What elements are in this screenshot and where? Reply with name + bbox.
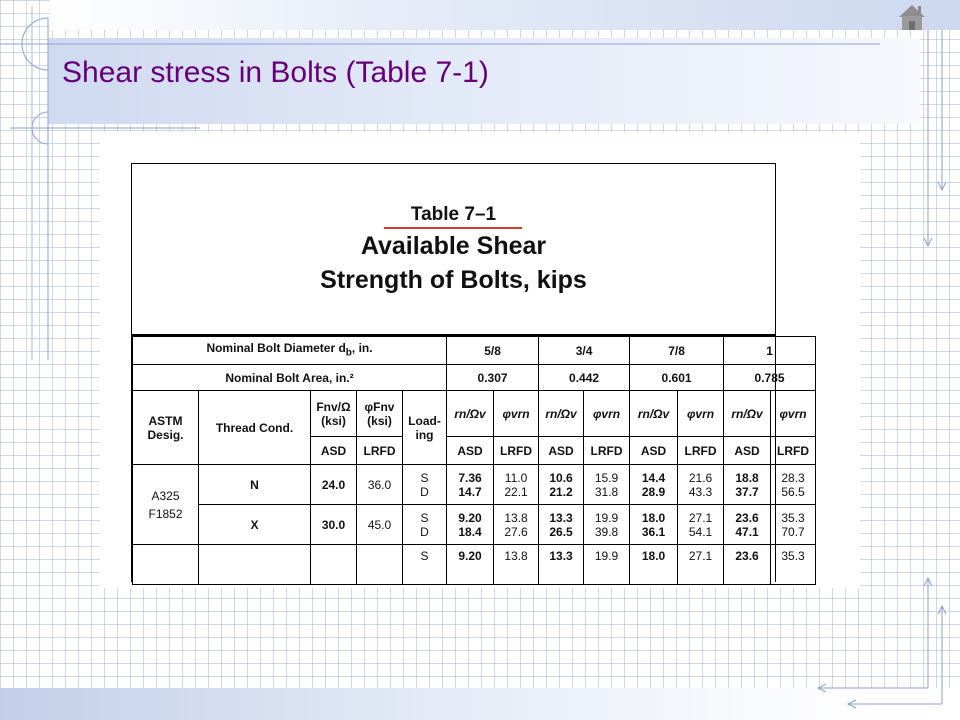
value-cell: [724, 465, 771, 505]
diameter-cell: 7/8: [630, 337, 724, 365]
value-cell: [678, 505, 724, 545]
value: 10.6: [549, 470, 573, 485]
value-cell: [584, 505, 630, 545]
table-row: [133, 505, 816, 545]
thread-cell: X: [199, 505, 311, 545]
diameter-subscript: b: [345, 347, 352, 359]
fnv-lrfd-cell: 45.0: [357, 505, 403, 545]
rn-lrfd-header: φvrn: [678, 391, 724, 437]
slide-title: Shear stress in Bolts (Table 7-1): [62, 56, 489, 89]
value: 28.3: [781, 470, 805, 485]
value-cell: 18.0: [630, 545, 678, 585]
value-cell: [494, 465, 539, 505]
bolt-strength-table: [132, 336, 816, 585]
loading-cell: [403, 505, 447, 545]
diameter-cell: 1: [724, 337, 816, 365]
value-cell: 23.6: [724, 545, 771, 585]
value-cell: [771, 465, 816, 505]
fnv-lrfd-cell: [357, 545, 403, 585]
value: 18.0: [641, 510, 666, 525]
value: 18.8: [735, 470, 759, 485]
value: 28.9: [641, 484, 666, 499]
rn-asd-header: rn/Ωv: [724, 391, 771, 437]
value: 70.7: [781, 524, 805, 539]
value-cell: [447, 465, 494, 505]
value: 31.8: [594, 484, 619, 499]
table-number-underline: [384, 227, 522, 229]
value: 21.2: [549, 484, 573, 499]
value: 37.7: [735, 484, 759, 499]
value: 13.3: [549, 510, 573, 525]
value-cell: 35.3: [771, 545, 816, 585]
value: 27.6: [504, 524, 528, 539]
value: 54.1: [688, 524, 713, 539]
value: 14.4: [641, 470, 666, 485]
area-cell: 0.785: [724, 365, 816, 391]
fnv-asd-header: Fnv/Ω (ksi): [311, 391, 357, 437]
value: 18.4: [458, 524, 482, 539]
value: 14.7: [458, 484, 482, 499]
value: 47.1: [735, 524, 759, 539]
value: 21.6: [688, 470, 713, 485]
value: 13.8: [504, 510, 528, 525]
value-cell: [494, 505, 539, 545]
value: 56.5: [781, 484, 805, 499]
area-cell: 0.601: [630, 365, 724, 391]
fnv-asd-cell: 30.0: [311, 505, 357, 545]
table-row: [133, 545, 816, 585]
loading-cell: S: [403, 545, 447, 585]
value-cell: 13.3: [539, 545, 584, 585]
thread-cell: [199, 545, 311, 585]
value: 23.6: [735, 510, 759, 525]
asd-label: ASD: [724, 437, 771, 465]
asd-label: ASD: [539, 437, 584, 465]
astm-cell: A325 F1852: [133, 465, 199, 545]
rn-asd-header: rn/Ωv: [630, 391, 678, 437]
column-header-row: [133, 391, 816, 437]
table-title-line2: Strength of Bolts, kips: [320, 266, 587, 294]
diameter-row: [133, 337, 816, 365]
diameter-label: Nominal Bolt Diameter d: [206, 340, 346, 355]
value-cell: [630, 465, 678, 505]
value: 11.0: [504, 470, 528, 485]
loading-value: S: [420, 470, 429, 485]
table-number: Table 7–1: [410, 204, 497, 225]
lrfd-label: LRFD: [494, 437, 539, 465]
value: 43.3: [688, 484, 713, 499]
value-cell: 27.1: [678, 545, 724, 585]
table-heading: [132, 164, 775, 336]
value-cell: [724, 505, 771, 545]
rn-lrfd-header: φvrn: [584, 391, 630, 437]
loading-value: D: [420, 524, 429, 539]
loading-cell: [403, 465, 447, 505]
diameter-cell: 5/8: [447, 337, 539, 365]
value-cell: [539, 465, 584, 505]
loading-value: D: [420, 484, 429, 499]
diameter-label-cell: [133, 337, 447, 365]
loading-header: Load- ing: [403, 391, 447, 465]
rn-asd-header: rn/Ωv: [539, 391, 584, 437]
value-cell: [771, 505, 816, 545]
loading-value: S: [420, 510, 429, 525]
thread-cell: N: [199, 465, 311, 505]
area-row: [133, 365, 816, 391]
home-icon[interactable]: [898, 3, 926, 31]
astm-header: ASTM Desig.: [133, 391, 199, 465]
lrfd-label: LRFD: [771, 437, 816, 465]
value: 22.1: [504, 484, 528, 499]
lrfd-label: LRFD: [678, 437, 724, 465]
table-title-line1: Available Shear: [360, 232, 547, 260]
rn-lrfd-header: φvrn: [771, 391, 816, 437]
rn-asd-header: rn/Ωv: [447, 391, 494, 437]
diameter-unit: , in.: [351, 340, 373, 355]
area-label-cell: Nominal Bolt Area, in.²: [133, 365, 447, 391]
fnv-asd-cell: [311, 545, 357, 585]
fnv-lrfd-header: φFnv (ksi): [357, 391, 403, 437]
value-cell: [678, 465, 724, 505]
value: 15.9: [594, 470, 619, 485]
value-cell: [584, 465, 630, 505]
fnv-asd-cell: 24.0: [311, 465, 357, 505]
astm-cell: [133, 545, 199, 585]
lrfd-label: LRFD: [357, 437, 403, 465]
area-cell: 0.307: [447, 365, 539, 391]
value-cell: 9.20: [447, 545, 494, 585]
value: 7.36: [458, 470, 482, 485]
value-cell: 13.8: [494, 545, 539, 585]
table-row: [133, 465, 816, 505]
value: 35.3: [781, 510, 805, 525]
value: 9.20: [458, 510, 482, 525]
bolt-shear-table-image: [131, 163, 810, 582]
area-cell: 0.442: [539, 365, 630, 391]
value: 36.1: [641, 524, 666, 539]
value: 39.8: [594, 524, 619, 539]
value: 19.9: [594, 510, 619, 525]
asd-label: ASD: [447, 437, 494, 465]
asd-label: ASD: [311, 437, 357, 465]
fnv-lrfd-cell: 36.0: [357, 465, 403, 505]
value: 26.5: [549, 524, 573, 539]
thread-header: Thread Cond.: [199, 391, 311, 465]
value-cell: [447, 505, 494, 545]
lrfd-label: LRFD: [584, 437, 630, 465]
asd-label: ASD: [630, 437, 678, 465]
value-cell: [539, 505, 584, 545]
value-cell: [630, 505, 678, 545]
value-cell: 19.9: [584, 545, 630, 585]
rn-lrfd-header: φvrn: [494, 391, 539, 437]
value: 27.1: [688, 510, 713, 525]
diameter-cell: 3/4: [539, 337, 630, 365]
